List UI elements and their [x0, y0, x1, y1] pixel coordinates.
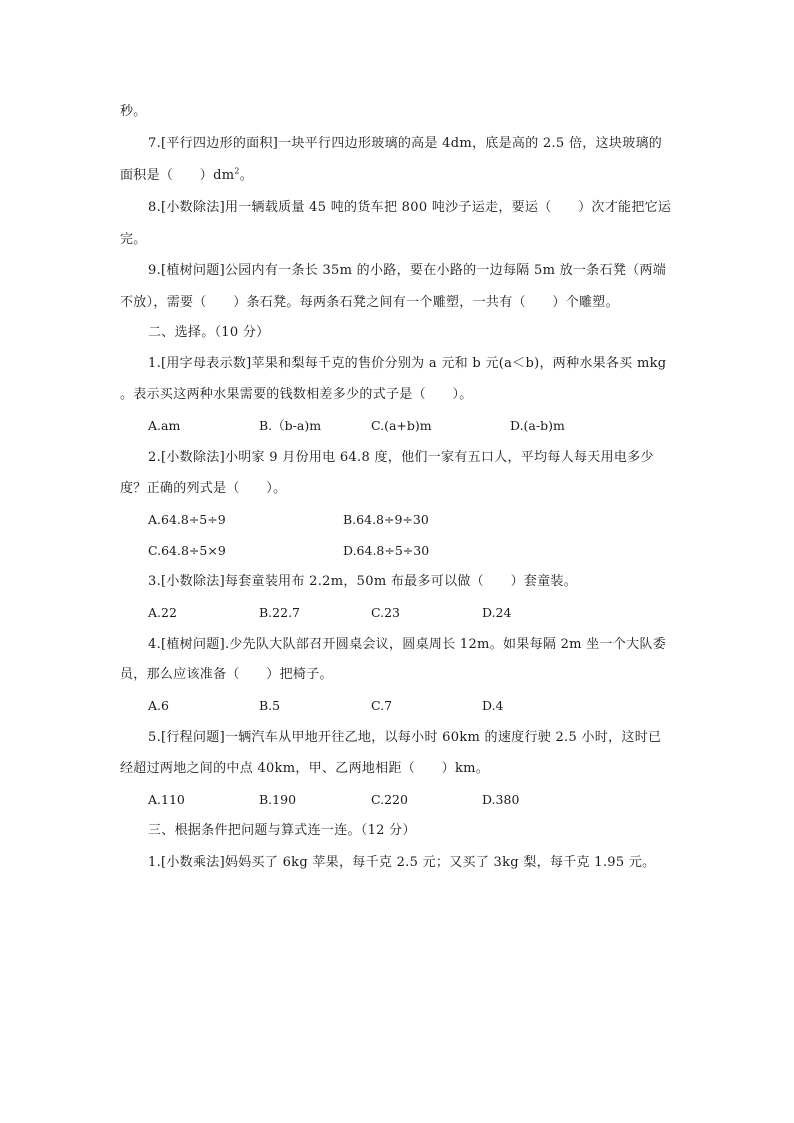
choice-3-option-a: A.22 [148, 605, 177, 620]
choice-4-line-2: 员，那么应该准备（ ）把椅子。 [120, 667, 333, 682]
choice-3-line: 3.[小数除法]每套童装用布 2.2m，50m 布最多可以做（ ）套童装。 [148, 574, 578, 589]
choice-5-line-2: 经超过两地之间的中点 40km，甲、乙两地相距（ ）km。 [120, 761, 490, 776]
choice-1-option-c: C.(a+b)m [371, 418, 432, 433]
question-7-line-2: 面积是（ ）$dm^2$。 [120, 166, 254, 183]
choice-5-option-c: C.220 [371, 792, 408, 807]
question-9-line-1: 9.[植树问题]公园内有一条长 35m 的小路，要在小路的一边每隔 5m 放一条石凳（两端 [148, 263, 667, 278]
choice-1-line-2: 。表示买这两种水果需要的钱数相差多少的式子是（ ）。 [120, 387, 473, 402]
choice-3-option-d: D.24 [482, 605, 512, 620]
choice-5-option-b: B.190 [259, 792, 297, 807]
section-2-heading: 二、选择。（10 分） [148, 325, 270, 340]
choice-2-option-b: B.64.8÷9÷30 [343, 512, 429, 527]
choice-2-line-1: 2.[小数除法]小明家 9 月份用电 64.8 度，他们一家有五口人，平均每人每天用电多少 [148, 450, 654, 465]
question-7-line-1: 7.[平行四边形的面积]一块平行四边形玻璃的高是 4dm，底是高的 2.5 倍，这块玻璃的 [148, 136, 663, 151]
square-superscript: 2 [234, 166, 240, 176]
choice-3-option-c: C.23 [371, 605, 400, 620]
choice-2-line-2: 度？正确的列式是（ ）。 [120, 481, 287, 496]
choice-1-line-1: 1.[用字母表示数]苹果和梨每千克的售价分别为 a 元和 b 元(a＜b)，两种水果各买 mkg [148, 356, 667, 371]
choice-4-option-b: B.5 [259, 698, 281, 713]
choice-4-option-c: C.7 [371, 698, 393, 713]
section-3-heading: 三、根据条件把问题与算式连一连。（12 分） [148, 823, 416, 838]
choice-2-option-c: C.64.8÷5×9 [148, 543, 226, 558]
choice-4-option-a: A.6 [148, 698, 169, 713]
choice-4-line-1: 4.[植树问题].少先队大队部召开圆桌会议，圆桌周长 12m。如果每隔 2m 坐一个大队委 [148, 637, 667, 652]
choice-4-option-d: D.4 [482, 698, 504, 713]
choice-1-option-d: D.(a-b)m [510, 418, 565, 433]
choice-2-option-d: D.64.8÷5÷30 [343, 543, 430, 558]
choice-2-option-a: A.64.8÷5÷9 [148, 512, 226, 527]
choice-5-option-a: A.110 [148, 792, 185, 807]
choice-5-line-1: 5.[行程问题]一辆汽车从甲地开往乙地，以每小时 60km 的速度行驶 2.5 小时，这时已 [148, 730, 662, 745]
continued-text: 秒。 [120, 104, 147, 119]
choice-1-option-a: A.am [148, 418, 181, 433]
choice-1-option-b: B.（b-a)m [259, 418, 322, 433]
question-8-line-1: 8.[小数除法]用一辆载质量 45 吨的货车把 800 吨沙子运走，要运（ ）次才能把它运 [148, 200, 672, 215]
choice-3-option-b: B.22.7 [259, 605, 300, 620]
question-8-line-2: 完。 [120, 232, 147, 247]
choice-5-option-d: D.380 [482, 792, 520, 807]
matching-1-line: 1.[小数乘法]妈妈买了 6kg 苹果，每千克 2.5 元；又买了 3kg 梨，每千克 1.95 元。 [148, 855, 656, 870]
question-9-line-2: 不放），需要（ ）条石凳。每两条石凳之间有一个雕塑，一共有（ ）个雕塑。 [120, 295, 619, 310]
